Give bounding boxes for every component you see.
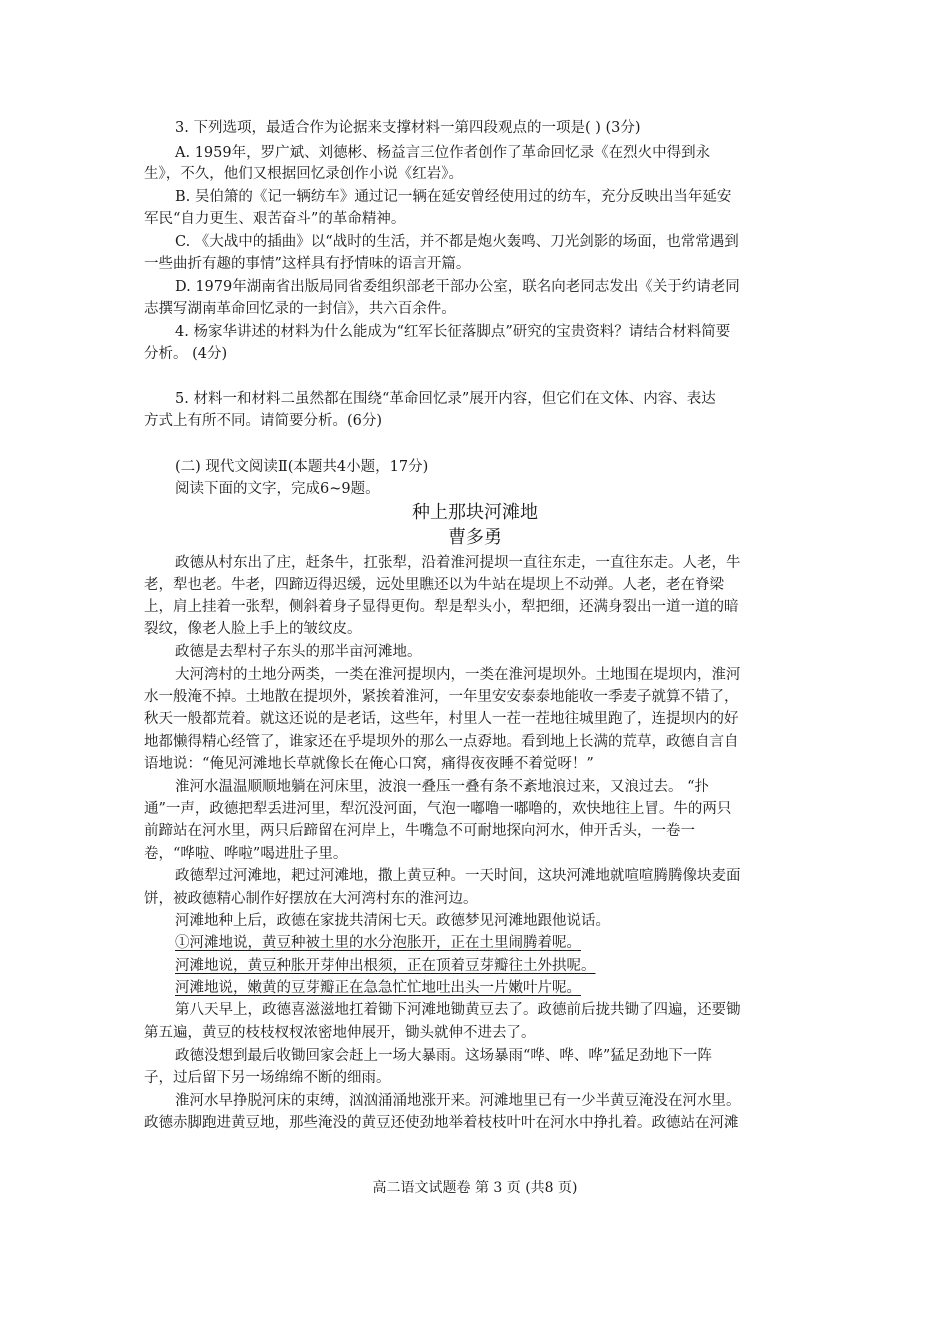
page-footer: 高二语文试题卷 第 3 页 (共8 页) bbox=[372, 1180, 578, 1196]
q3-option-d-line2: 志撰写湖南革命回忆录的一封信》，共六百余件。 bbox=[144, 301, 456, 317]
article-paragraph-line: 裂纹，像老人脸上手上的皱纹皮。 bbox=[144, 621, 362, 637]
article-paragraph-line: 第八天早上，政德喜滋滋地扛着锄下河滩地锄黄豆去了。政德前后拢共锄了四遍，还要锄 bbox=[175, 1002, 741, 1018]
q4-line2: 分析。 (4分) bbox=[144, 346, 228, 362]
q3-stem: 3. 下列选项，最适合作为论据来支撑材料一第四段观点的一项是( ) (3分) bbox=[175, 120, 641, 136]
q5-line1: 5. 材料一和材料二虽然都在围绕“革命回忆录”展开内容，但它们在文体、内容、表达 bbox=[175, 391, 716, 407]
article-paragraph-line: 前蹄站在河水里，两只后蹄留在河岸上，牛嘴急不可耐地探向河水，伸开舌头，一卷一 bbox=[144, 823, 695, 839]
article-paragraph-line: 淮河水早挣脱河床的束缚，汹汹涌涌地涨开来。河滩地里已有一少半黄豆淹没在河水里。 bbox=[175, 1093, 741, 1109]
article-author: 曹多勇 bbox=[448, 527, 502, 548]
q3-option-d-line1: D. 1979年湖南省出版局同省委组织部老干部办公室，联名向老同志发出《关于约请老同 bbox=[175, 279, 740, 295]
q3-option-b-line1: B. 吴伯箫的《记一辆纺车》通过记一辆在延安曾经使用过的纺车，充分反映出当年延安 bbox=[175, 189, 732, 205]
article-paragraph-line: 政德犁过河滩地，耙过河滩地，撒上黄豆种。一天时间，这块河滩地就喧喧腾腾像块麦面 bbox=[175, 868, 741, 884]
underlined-line-1: ①河滩地说，黄豆种被土里的水分泡胀开，正在土里闹腾着呢。 bbox=[175, 935, 581, 951]
section-heading: (二) 现代文阅读Ⅱ(本题共4小题，17分) bbox=[175, 459, 429, 475]
article-paragraph-line: 地都懒得精心经管了，谁家还在乎堤坝外的那么一点孬地。看到地上长满的荒草，政德自言自 bbox=[144, 734, 739, 750]
q4-line1: 4. 杨家华讲述的材料为什么能成为“红军长征落脚点”研究的宝贵资料？请结合材料简要 bbox=[175, 324, 731, 340]
q3-option-a-line2: 生》，不久，他们又根据回忆录创作小说《红岩》。 bbox=[144, 166, 463, 182]
q3-option-c-line1: C. 《大战中的插曲》以“战时的生活，并不都是炮火轰鸣、刀光剑影的场面，也常常遇到 bbox=[175, 234, 739, 250]
q3-option-b-line2: 军民“自力更生、艰苦奋斗”的革命精神。 bbox=[144, 211, 406, 227]
q5-line2: 方式上有所不同。请简要分析。(6分) bbox=[144, 413, 383, 429]
underlined-line-3: 河滩地说，嫩黄的豆芽瓣正在急急忙忙地吐出头一片嫩叶片呢。 bbox=[175, 980, 581, 996]
article-paragraph-line: 河滩地种上后，政德在家拢共清闲七天。政德梦见河滩地跟他说话。 bbox=[175, 913, 610, 929]
article-paragraph-line: 政德是去犁村子东头的那半亩河滩地。 bbox=[175, 644, 422, 660]
article-paragraph-line: 子，过后留下另一场绵绵不断的细雨。 bbox=[144, 1070, 391, 1086]
article-title: 种上那块河滩地 bbox=[412, 502, 538, 523]
section-instruction: 阅读下面的文字，完成6~9题。 bbox=[175, 481, 380, 497]
article-paragraph-line: 第五遍，黄豆的枝枝杈杈浓密地伸展开，锄头就伸不进去了。 bbox=[144, 1025, 536, 1041]
article-paragraph-line: 政德赤脚跑进黄豆地，那些淹没的黄豆还使劲地举着枝枝叶叶在河水中挣扎着。政德站在河滩 bbox=[144, 1115, 739, 1131]
underlined-line-2: 河滩地说，黄豆种胀开芽伸出根须，正在顶着豆芽瓣往土外拱呢。 bbox=[175, 958, 596, 974]
article-paragraph-line: 上，肩上挂着一张犁，侧斜着身子显得更佝。犁是犁头小，犁把细，还满身裂出一道一道的暗 bbox=[144, 599, 739, 615]
q3-option-a-line1: A. 1959年，罗广斌、刘德彬、杨益言三位作者创作了革命回忆录《在烈火中得到永 bbox=[175, 145, 711, 161]
article-paragraph-line: 语地说：“俺见河滩地长草就像长在俺心口窝，痛得夜夜睡不着觉呀！” bbox=[144, 756, 594, 772]
article-paragraph-line: 水一般淹不掉。土地散在提坝外，紧挨着淮河，一年里安安泰泰地能收一季麦子就算不错了， bbox=[144, 689, 739, 705]
article-paragraph-line: 秋天一般都荒着。就这还说的是老话，这些年，村里人一茬一茬地往城里跑了，连提坝内的好 bbox=[144, 711, 739, 727]
article-paragraph-line: 淮河水温温顺顺地躺在河床里，波浪一叠压一叠有条不紊地浪过来，又浪过去。 “扑 bbox=[175, 779, 710, 795]
article-paragraph-line: 政德没想到最后收锄回家会赶上一场大暴雨。这场暴雨“哗、哗、哗”猛足劲地下一阵 bbox=[175, 1048, 712, 1064]
article-paragraph-line: 通”一声，政德把犁丢进河里，犁沉没河面，气泡一嘟噜一嘟噜的，欢快地往上冒。牛的两只 bbox=[144, 801, 732, 817]
article-paragraph-line: 大河湾村的土地分两类，一类在淮河提坝内，一类在淮河堤坝外。土地围在堤坝内，淮河 bbox=[175, 667, 741, 683]
article-paragraph-line: 卷，“哗啦、哗啦”喝进肚子里。 bbox=[144, 846, 348, 862]
article-paragraph-line: 老，犁也老。牛老，四蹄迈得迟缓，远处里瞧还以为牛站在堤坝上不动弹。人老，老在脊梁 bbox=[144, 577, 724, 593]
article-paragraph-line: 政德从村东出了庄，赶条牛，扛张犁，沿着淮河提坝一直往东走，一直往东走。人老，牛 bbox=[175, 555, 741, 571]
article-paragraph-line: 饼，被政德精心制作好摆放在大河湾村东的淮河边。 bbox=[144, 891, 478, 907]
q3-option-c-line2: 一些曲折有趣的事情”这样具有抒情味的语言开篇。 bbox=[144, 256, 471, 272]
